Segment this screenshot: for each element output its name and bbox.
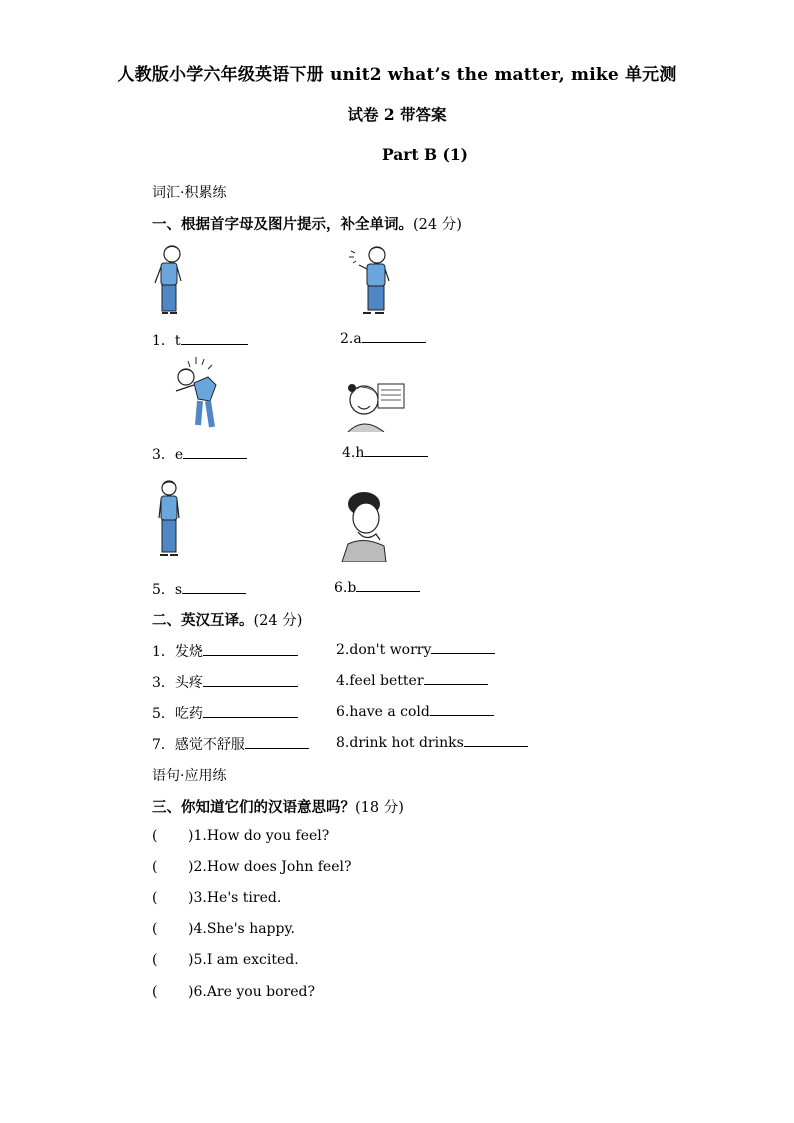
- question-item-4: [152, 921, 295, 937]
- vocab-item-6: [334, 579, 420, 596]
- translate-item-7: [152, 734, 309, 754]
- sad-boy-icon: [155, 478, 183, 560]
- answer-blank[interactable]: [245, 736, 309, 749]
- answer-paren[interactable]: (: [152, 859, 158, 875]
- answer-blank[interactable]: [424, 672, 488, 685]
- document-title: 人教版小学六年级英语下册 unit2 what’s the matter, mike 单元测: [117, 65, 677, 85]
- question-item-6: [152, 984, 315, 1000]
- translate-item-label: 6.have a cold: [336, 704, 430, 720]
- question-text: )5.I am excited.: [188, 952, 299, 968]
- section3-points: (18 分): [355, 800, 404, 816]
- translate-item-label: 2.don't worry: [336, 642, 432, 658]
- vocab-item-5: [152, 579, 246, 599]
- section1-heading: [152, 213, 462, 234]
- section1-title: 一、根据首字母及图片提示，补全单词。: [152, 216, 413, 233]
- translate-item-1: [152, 641, 298, 661]
- answer-blank[interactable]: [203, 643, 298, 656]
- section3-title: 三、你知道它们的汉语意思吗？: [152, 799, 355, 816]
- answer-blank[interactable]: [203, 705, 298, 718]
- question-text: )2.How does John feel?: [188, 859, 352, 875]
- vocab-heading: 词汇·积累练: [152, 185, 227, 201]
- answer-blank[interactable]: [183, 446, 247, 459]
- part-heading: Part B (1): [382, 145, 468, 164]
- question-text: )4.She's happy.: [188, 921, 295, 937]
- answer-blank[interactable]: [464, 734, 528, 747]
- sentence-heading: 语句·应用练: [152, 768, 227, 784]
- answer-paren[interactable]: (: [152, 921, 158, 937]
- vocab-item-3-label: 3．e: [152, 447, 184, 463]
- question-item-1: [152, 828, 329, 844]
- section2-points: (24 分): [253, 613, 303, 629]
- happy-girl-icon: [340, 372, 408, 432]
- translate-item-label: 8.drink hot drinks: [336, 735, 464, 751]
- answer-blank[interactable]: [203, 674, 298, 687]
- translate-item-6: [336, 703, 494, 720]
- answer-blank[interactable]: [430, 703, 494, 716]
- vocab-item-3: [152, 444, 247, 464]
- vocab-item-2: [340, 330, 426, 347]
- question-item-3: [152, 890, 281, 906]
- vocab-item-2-label: 2.a: [340, 331, 362, 347]
- document-title-continued: 试卷 2 带答案: [347, 105, 447, 124]
- answer-paren[interactable]: (: [152, 890, 158, 906]
- question-text: )3.He's tired.: [188, 890, 282, 906]
- vocab-item-4-label: 4.h: [342, 445, 365, 461]
- question-text: )1.How do you feel?: [188, 828, 330, 844]
- answer-blank[interactable]: [356, 579, 420, 592]
- answer-blank[interactable]: [362, 330, 426, 343]
- translate-item-label: 4.feel better: [336, 673, 424, 689]
- answer-paren[interactable]: (: [152, 984, 158, 1000]
- translate-item-3: [152, 672, 298, 692]
- question-item-5: [152, 952, 299, 968]
- translate-item-4: [336, 672, 488, 689]
- tired-boy-icon: [150, 243, 190, 319]
- section2-title: 二、英汉互译。: [152, 612, 254, 629]
- vocab-item-1: [152, 330, 248, 350]
- vocab-item-4: [342, 444, 428, 461]
- translate-item-label: 5．吃药: [152, 706, 203, 722]
- angry-boy-icon: [345, 243, 395, 319]
- answer-blank[interactable]: [431, 641, 495, 654]
- section1-points: (24 分): [413, 217, 462, 233]
- section3-heading: [152, 796, 404, 817]
- bored-woman-icon: [340, 490, 388, 562]
- answer-blank[interactable]: [182, 581, 246, 594]
- vocab-item-1-label: 1．t: [152, 333, 181, 349]
- vocab-item-6-label: 6.b: [334, 580, 357, 596]
- section2-heading: [152, 609, 302, 630]
- question-item-2: [152, 859, 351, 875]
- answer-paren[interactable]: (: [152, 952, 158, 968]
- question-text: )6.Are you bored?: [188, 984, 315, 1000]
- translate-item-label: 1．发烧: [152, 644, 203, 660]
- translate-item-8: [336, 734, 528, 751]
- vocab-item-5-label: 5．s: [152, 582, 183, 598]
- excited-boy-icon: [168, 355, 228, 433]
- translate-item-5: [152, 703, 298, 723]
- translate-item-label: 3．头疼: [152, 675, 203, 691]
- answer-blank[interactable]: [181, 332, 248, 345]
- answer-paren[interactable]: (: [152, 828, 158, 844]
- translate-item-label: 7．感觉不舒服: [152, 737, 245, 753]
- translate-item-2: [336, 641, 495, 658]
- answer-blank[interactable]: [364, 444, 428, 457]
